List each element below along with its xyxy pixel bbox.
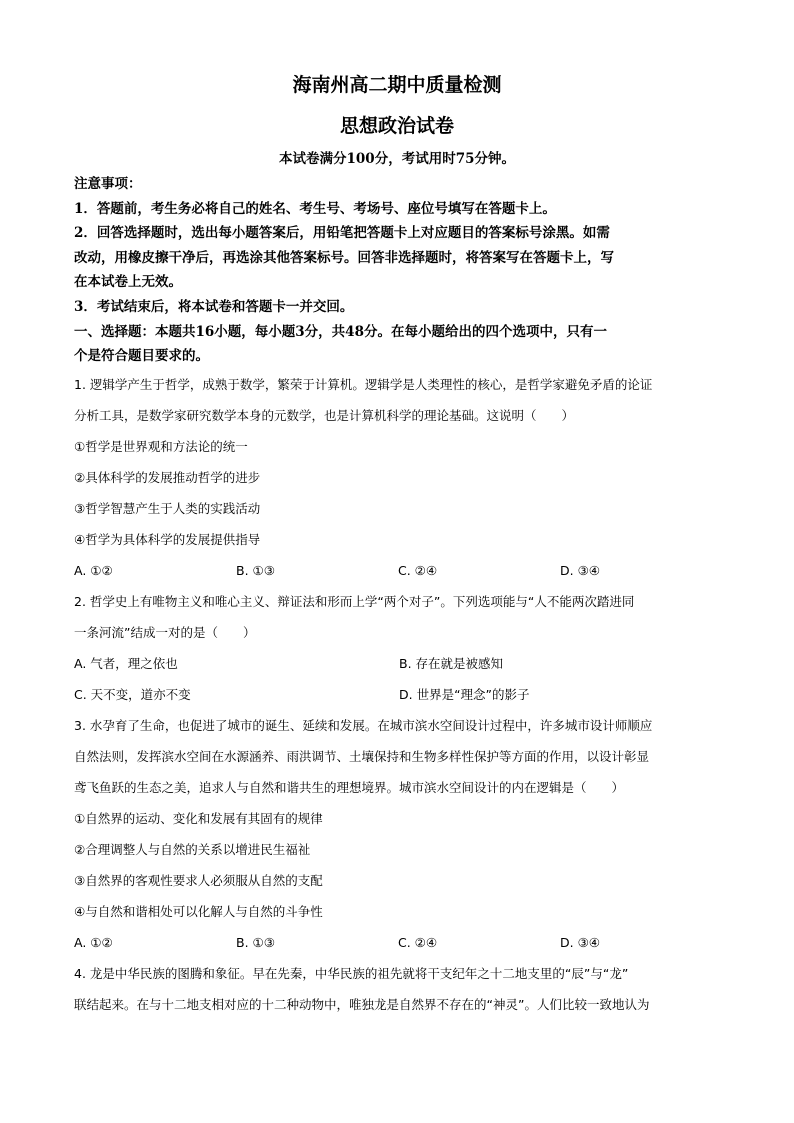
question-1-options <box>74 555 724 586</box>
option-b: B. ①③ <box>236 934 275 950</box>
note-line: 3．考试结束后，将本试卷和答题卡一并交回。 <box>74 298 354 315</box>
option-d: D. 世界是“理念”的影子 <box>399 686 530 702</box>
exam-content <box>74 172 724 1020</box>
note-line: 在本试卷上无效。 <box>74 274 182 291</box>
question-4-stem: 联结起来。在与十二地支相对应的十二种动物中，唯独龙是自然界不存在的“神灵”。人们比较一致地认为 <box>74 996 650 1012</box>
note-line: 2．回答选择题时，选出每小题答案后，用铅笔把答题卡上对应题目的答案标号涂黑。如需 <box>74 225 610 242</box>
option-a: A. ①② <box>74 934 113 950</box>
question-4-stem: 4. 龙是中华民族的图腾和象征。早在先秦，中华民族的祖先就将干支纪年之十二地支里的“辰”与“龙” <box>74 965 629 981</box>
question-3-item: ②合理调整人与自然的关系以增进民生福祉 <box>74 841 311 857</box>
question-3-item: ④与自然和谐相处可以化解人与自然的斗争性 <box>74 903 323 919</box>
question-1-item: ④哲学为具体科学的发展提供指导 <box>74 531 261 547</box>
option-c: C. ②④ <box>398 934 438 950</box>
question-3-stem: 鸢飞鱼跃的生态之美，追求人与自然和谐共生的理想境界。城市滨水空间设计的内在逻辑是（ ） <box>74 779 625 795</box>
option-b: B. 存在就是被感知 <box>399 655 504 671</box>
question-1-stem: 1. 逻辑学产生于哲学，成熟于数学，繁荣于计算机。逻辑学是人类理性的核心，是哲学家避免矛盾的论证 <box>74 376 653 392</box>
option-a: A. ①② <box>74 562 113 578</box>
section-heading: 个是符合题目要求的。 <box>74 348 209 365</box>
note-line: 改动，用橡皮擦干净后，再选涂其他答案标号。回答非选择题时，将答案写在答题卡上，写 <box>74 249 614 266</box>
question-3-stem: 3. 水孕育了生命，也促进了城市的诞生、延续和发展。在城市滨水空间设计过程中，许多城市设计师顺应 <box>74 717 653 733</box>
note-line: 1．答题前，考生务必将自己的姓名、考生号、考场号、座位号填写在答题卡上。 <box>74 200 556 217</box>
option-b: B. ①③ <box>236 562 275 578</box>
question-2-options <box>74 679 724 710</box>
question-2-stem: 2. 哲学史上有唯物主义和唯心主义、辩证法和形而上学“两个对子”。下列选项能与“人不能两次踏进同 <box>74 593 635 609</box>
exam-info: 本试卷满分100分，考试用时75分钟。 <box>279 151 515 167</box>
question-2-options <box>74 648 724 679</box>
notes-heading: 注意事项： <box>74 176 142 192</box>
question-3-options <box>74 927 724 958</box>
exam-subject: 思想政治试卷 <box>339 115 454 137</box>
question-1-item: ①哲学是世界观和方法论的统一 <box>74 438 248 454</box>
option-c: C. 天不变，道亦不变 <box>74 686 191 702</box>
question-1-item: ②具体科学的发展推动哲学的进步 <box>74 469 261 485</box>
question-3-item: ③自然界的客观性要求人必须服从自然的支配 <box>74 872 323 888</box>
question-2-stem: 一条河流”结成一对的是（ ） <box>74 624 256 640</box>
section-heading: 一、选择题：本题共16小题，每小题3分，共48分。在每小题给出的四个选项中，只有一 <box>74 323 607 340</box>
option-d: D. ③④ <box>560 562 600 578</box>
option-c: C. ②④ <box>398 562 438 578</box>
question-3-item: ①自然界的运动、变化和发展有其固有的规律 <box>74 810 323 826</box>
question-1-item: ③哲学智慧产生于人类的实践活动 <box>74 500 261 516</box>
option-d: D. ③④ <box>560 934 600 950</box>
question-3-stem: 自然法则，发挥滨水空间在水源涵养、雨洪调节、土壤保持和生物多样性保护等方面的作用，以设计彰显 <box>74 748 650 764</box>
question-1-stem: 分析工具，是数学家研究数学本身的元数学，也是计算机科学的理论基础。这说明（ ） <box>74 407 575 423</box>
exam-title: 海南州高二期中质量检测 <box>292 74 502 96</box>
option-a: A. 气者，理之依也 <box>74 655 178 671</box>
